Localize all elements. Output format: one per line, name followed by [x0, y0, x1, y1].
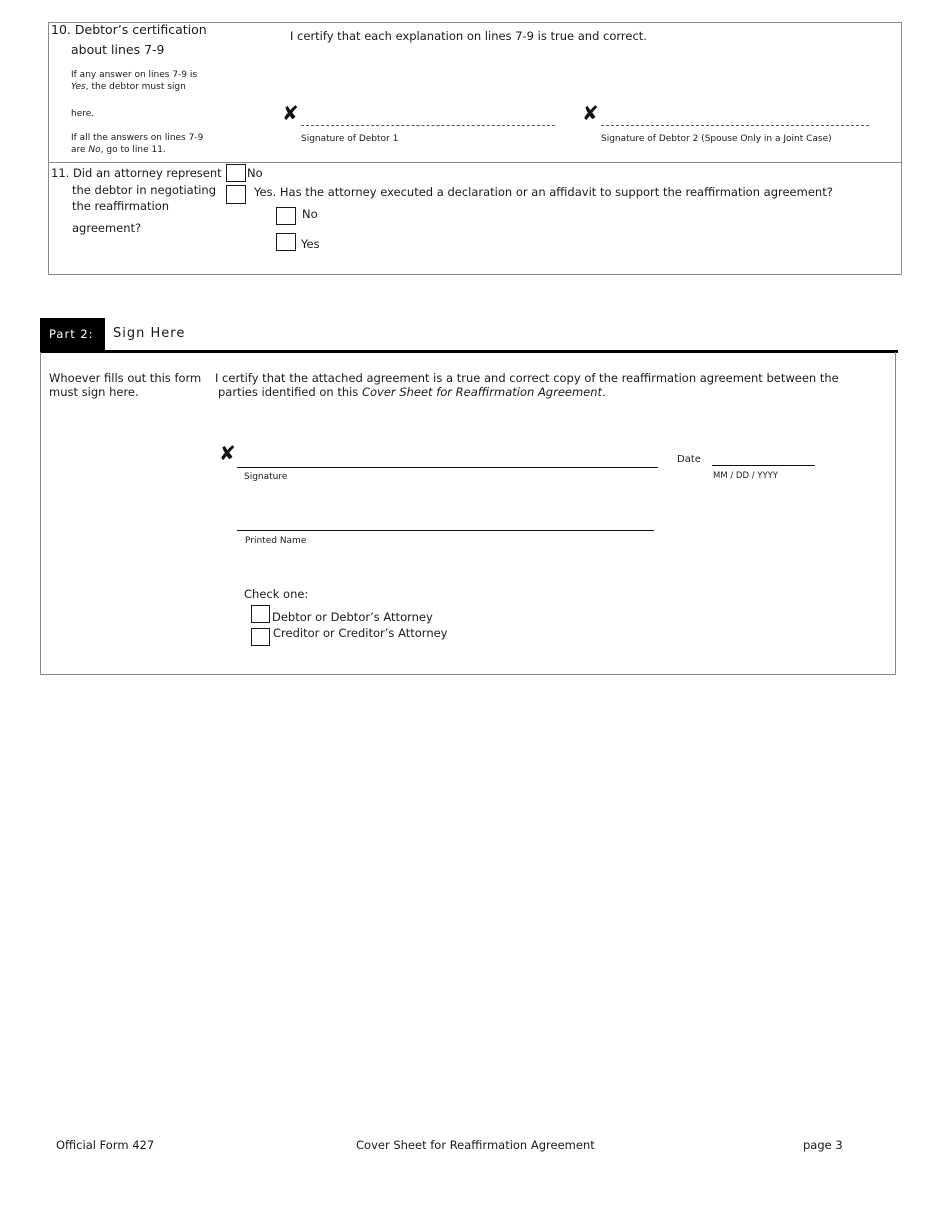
q10-note1-yes: Yes — [71, 82, 86, 92]
debtor-checkbox[interactable] — [251, 605, 270, 623]
q10-note2-line2 — [71, 144, 231, 156]
part2-certify-line1: I certify that the attached agreement is a true and correct copy of the reaffirmation agreement between the — [215, 371, 839, 385]
q10-note1-line1: If any answer on lines 7-9 is — [71, 70, 198, 80]
q10-number: 10. — [51, 22, 71, 37]
part2-certify-line2 — [218, 385, 606, 399]
debtor1-signature-label: Signature of Debtor 1 — [301, 134, 399, 144]
footer-page: page 3 — [803, 1138, 843, 1152]
q10-note1-line3: here. — [71, 109, 95, 119]
part2-left-line1: Whoever fills out this form — [49, 371, 202, 385]
q11-sub-yes-label: Yes — [301, 237, 320, 251]
q11-line4: agreement? — [72, 221, 142, 235]
q10-note2 — [71, 132, 231, 156]
creditor-option-label: Creditor or Creditor’s Attorney — [273, 626, 448, 640]
q11-line1-text: Did an attorney represent — [72, 166, 222, 180]
q10-note2-are: are — [71, 145, 89, 155]
date-line[interactable] — [712, 465, 815, 466]
x-mark-icon: ✘ — [219, 441, 236, 465]
q11-sub-yes-checkbox[interactable] — [276, 233, 296, 251]
q10-note1-line2 — [71, 81, 231, 93]
q11-yes-label: Yes. Has the attorney executed a declaration or an affidavit to support the reaffirmation agreement? — [254, 185, 833, 199]
printed-name-line[interactable] — [237, 530, 654, 531]
debtor-option-label: Debtor or Debtor’s Attorney — [272, 610, 433, 624]
debtor2-signature-line[interactable] — [601, 125, 869, 126]
signature-line[interactable] — [237, 467, 658, 468]
q10-note1 — [71, 69, 231, 93]
q10-certify-text: I certify that each explanation on lines 7-9 is true and correct. — [290, 29, 647, 43]
q11-sub-no-checkbox[interactable] — [276, 207, 296, 225]
part2-tab-label: Part 2: — [49, 327, 94, 341]
debtor1-signature-line[interactable] — [301, 125, 555, 126]
q11-no-checkbox[interactable] — [226, 164, 246, 182]
q10-note2-line1: If all the answers on lines 7-9 — [71, 133, 204, 143]
part2-certify-pre: parties identified on this — [218, 385, 362, 399]
x-mark-icon: ✘ — [582, 101, 599, 125]
part2-box — [40, 352, 896, 675]
q10-title — [51, 22, 281, 38]
part2-left-line2: must sign here. — [49, 385, 139, 399]
date-format: MM / DD / YYYY — [713, 471, 779, 481]
q11-line3: the reaffirmation — [72, 199, 170, 213]
creditor-checkbox[interactable] — [251, 628, 270, 646]
part2-certify-post: . — [602, 385, 606, 399]
printed-name-label: Printed Name — [245, 536, 307, 546]
debtor2-signature-label: Signature of Debtor 2 (Spouse Only in a Joint Case) — [601, 134, 832, 144]
signature-label: Signature — [244, 472, 288, 482]
date-label: Date — [677, 454, 701, 465]
q11-no-label: No — [247, 166, 263, 180]
part2-certify-italic: Cover Sheet for Reaffirmation Agreement — [361, 385, 603, 399]
footer-form-id: Official Form 427 — [56, 1138, 155, 1152]
footer-title: Cover Sheet for Reaffirmation Agreement — [356, 1138, 595, 1152]
q10-title-line2: about lines 7-9 — [71, 42, 165, 57]
q11-number: 11. — [51, 166, 70, 180]
q10-note1-rest: , the debtor must sign — [85, 82, 186, 92]
q11-line1 — [51, 166, 222, 180]
q11-sub-no-label: No — [302, 207, 318, 221]
check-one-label: Check one: — [244, 587, 309, 601]
q10-title-line1: Debtor’s certification — [74, 22, 207, 37]
q11-line2: the debtor in negotiating — [72, 183, 217, 197]
q10-note2-rest: , go to line 11. — [100, 145, 166, 155]
part2-title: Sign Here — [113, 326, 186, 341]
q11-yes-checkbox[interactable] — [226, 185, 246, 204]
q10-note2-no: No — [88, 145, 101, 155]
row-divider — [48, 162, 902, 163]
x-mark-icon: ✘ — [282, 101, 299, 125]
part2-left-text — [49, 371, 214, 399]
